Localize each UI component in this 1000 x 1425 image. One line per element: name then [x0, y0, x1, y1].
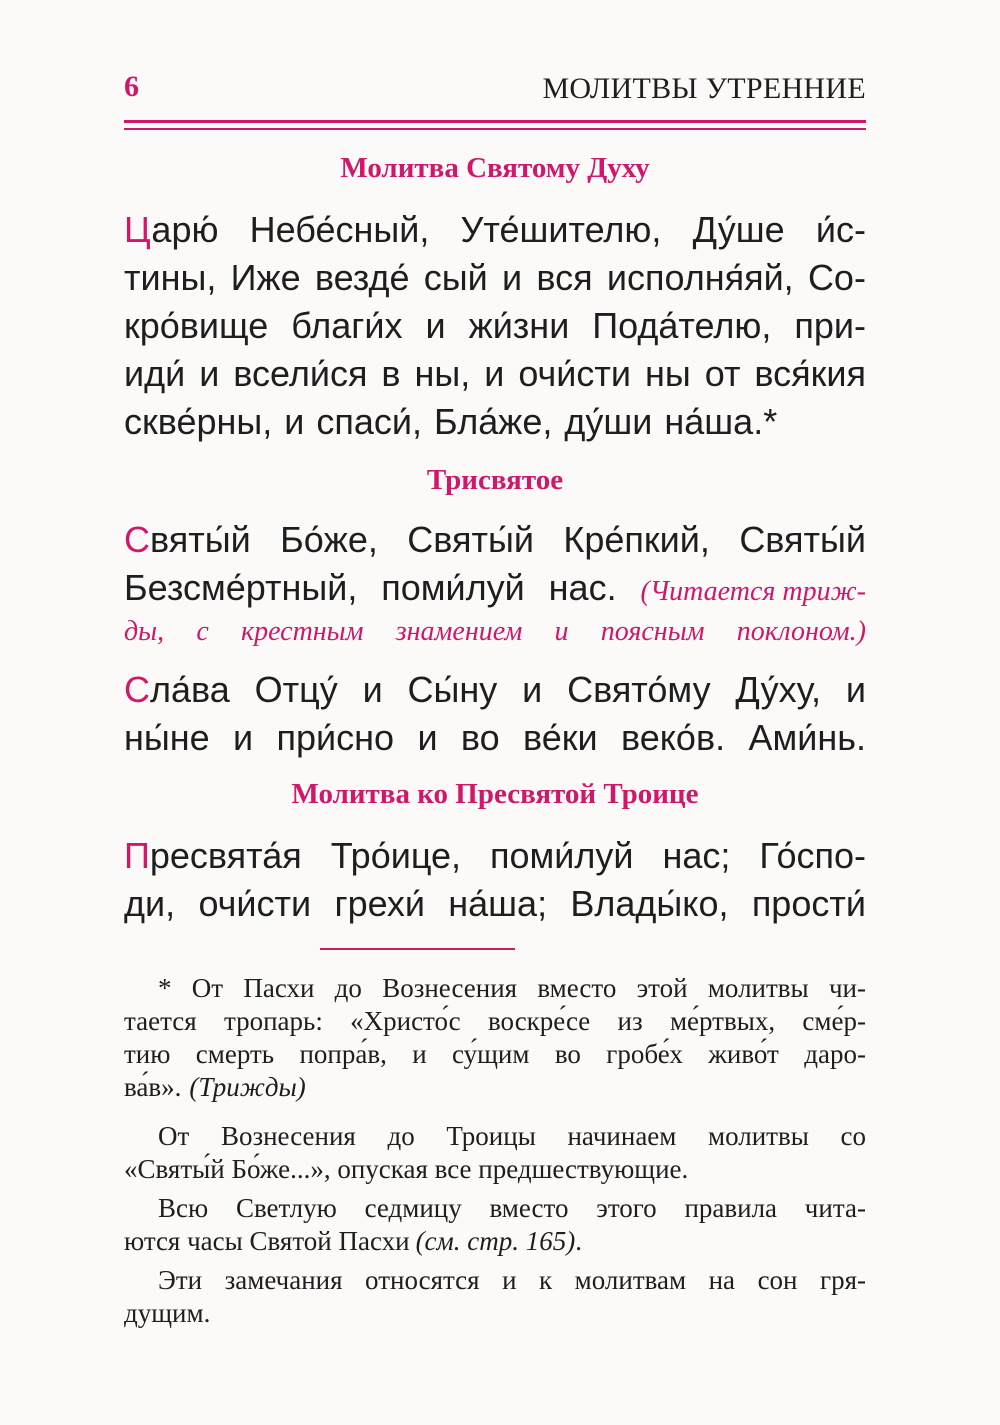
word: «Христо́с [350, 1006, 461, 1036]
word: и [484, 353, 505, 394]
prayer-line [124, 666, 866, 714]
word: и [417, 717, 438, 758]
word: при́сно [276, 717, 395, 758]
word: сон [757, 1265, 798, 1295]
word: прости́ [751, 883, 866, 924]
word: Ду́ху, [735, 669, 821, 710]
word: поми́луй [490, 835, 634, 876]
word: гря- [820, 1265, 866, 1295]
word: Святы́й [407, 519, 534, 560]
word: Бла́же, [434, 401, 553, 442]
word: и́с- [815, 209, 866, 250]
word: молитвы [708, 1121, 809, 1151]
word: дущим. [124, 1298, 211, 1328]
word: Вознесения [382, 973, 518, 1003]
word: относятся [365, 1265, 480, 1295]
word: поклоном.) [736, 616, 866, 647]
word: ве́ки [523, 717, 598, 758]
word: поясным [600, 616, 705, 647]
drop-initial: С [124, 669, 150, 710]
word: ва́в». [124, 1072, 182, 1102]
prayer-line [124, 516, 866, 564]
prayer-holy-trinity [124, 832, 866, 928]
footnote-rule [320, 948, 515, 950]
note-line [124, 1005, 866, 1038]
word: тается [124, 1006, 197, 1036]
note-line [124, 1192, 866, 1225]
word: тропарь: [223, 1006, 323, 1036]
word: спаси́, [316, 401, 423, 442]
word: ются часы Святой Пасхи [124, 1226, 410, 1256]
word: и [233, 717, 254, 758]
italic-remark: (Трижды) [189, 1072, 306, 1102]
word: * [158, 973, 172, 1003]
page-number: 6 [124, 70, 139, 103]
word: Иже [230, 257, 301, 298]
word: на́ша.* [664, 401, 778, 442]
word: до [387, 1121, 415, 1151]
word: во [554, 1039, 581, 1069]
word: арю́ [151, 209, 219, 250]
note-line [124, 1225, 866, 1258]
word: чи- [828, 973, 866, 1003]
word: до [334, 973, 362, 1003]
word: Эти [158, 1265, 203, 1295]
word: Влады́ко, [570, 883, 729, 924]
word: молитвы [707, 973, 809, 1003]
word: ны́не [124, 717, 210, 758]
word: даро- [804, 1039, 866, 1069]
word: Бо́же, [280, 519, 378, 560]
word: крестным [240, 616, 364, 647]
rubric-instruction: (Читается триж- [640, 576, 866, 607]
word: Вознесения [220, 1121, 356, 1151]
note-bright-week [124, 1192, 866, 1258]
word: Свято́му [567, 669, 711, 710]
note-line [124, 1153, 866, 1186]
word: Уте́шителю, [460, 209, 662, 250]
word: Небе́сный, [249, 209, 430, 250]
word: и [554, 616, 569, 647]
word: исполня́яй, [606, 257, 794, 298]
word: Сы́ну [407, 669, 498, 710]
word: во [460, 717, 500, 758]
drop-initial: П [124, 835, 150, 876]
word: кро́вище [124, 305, 269, 346]
word: везде́ [314, 257, 410, 298]
note-line [124, 1264, 866, 1297]
word: веко́в. [621, 717, 726, 758]
prayer-line [124, 254, 866, 302]
header-rule-thick [124, 120, 866, 123]
word: смерть [195, 1039, 275, 1069]
word: знамением [395, 616, 523, 647]
rubric-line [124, 612, 866, 652]
word: «Святы́й Бо́же...», опуская все предшествующие. [124, 1154, 689, 1184]
word: и [284, 401, 305, 442]
word: и [502, 257, 523, 298]
word: вместо [489, 1193, 569, 1223]
prayer-glory [124, 666, 866, 762]
word: вяты́й [150, 519, 251, 560]
prayer-line [124, 398, 866, 446]
note-line [124, 1071, 866, 1104]
word: гробе́х [606, 1039, 683, 1069]
word: и [199, 353, 220, 394]
word: на [708, 1265, 736, 1295]
word: при- [794, 305, 866, 346]
prayer-line [124, 832, 866, 880]
note-line [124, 1038, 866, 1071]
word: грехи́ [334, 883, 425, 924]
footnote-paschal [124, 972, 866, 1104]
prayer-trisagion [124, 516, 866, 652]
prayer-line [124, 714, 866, 762]
word: этого [596, 1193, 657, 1223]
word: Светлую [235, 1193, 337, 1223]
word: От [158, 1121, 190, 1151]
word: ла́ва [150, 669, 230, 710]
word: Отцу́ [254, 669, 338, 710]
word: Го́спо- [759, 835, 866, 876]
running-title: МОЛИТВЫ УТРЕННИЕ [542, 72, 866, 105]
word: Святы́й [739, 519, 866, 560]
prayer-line [124, 350, 866, 398]
word: поми́луй [381, 567, 525, 608]
word: из [617, 1006, 643, 1036]
note-ascension [124, 1120, 866, 1186]
prayer-line [124, 206, 866, 254]
word: от [704, 353, 741, 394]
prayer-line [124, 564, 866, 612]
word: чита- [804, 1193, 866, 1223]
word: тию [124, 1039, 171, 1069]
note-line [124, 972, 866, 1005]
word: вся́кия [754, 353, 866, 394]
word: очи́сти [198, 883, 312, 924]
word: сый [423, 257, 488, 298]
word: на́ша; [448, 883, 548, 924]
word: молитвам [574, 1265, 687, 1295]
word: сме́р- [802, 1006, 866, 1036]
section-title-holy-trinity: Молитва ко Пресвятой Троице [291, 778, 699, 810]
word: в [381, 353, 401, 394]
word: правила [684, 1193, 778, 1223]
word: и [522, 669, 543, 710]
word: Троицы [446, 1121, 536, 1151]
word: Безсме́ртный, [124, 567, 358, 608]
word: благи́х [291, 305, 403, 346]
word: со [840, 1121, 866, 1151]
page-header [124, 68, 866, 112]
word: Всю [158, 1193, 209, 1223]
word: скве́рны, [124, 401, 273, 442]
word: всели́ся [233, 353, 368, 394]
word: Ами́нь. [748, 717, 866, 758]
word: ду́ши [564, 401, 653, 442]
word: ме́ртвых, [669, 1006, 776, 1036]
word: Со- [807, 257, 866, 298]
word: Тро́ице, [330, 835, 462, 876]
section-title-trisagion: Трисвятое [426, 464, 564, 496]
word: ди, [124, 883, 176, 924]
word: Ду́ше [692, 209, 785, 250]
drop-initial: С [124, 519, 150, 560]
word: и [412, 1039, 427, 1069]
word: живо́т [708, 1039, 779, 1069]
word: су́щим [452, 1039, 530, 1069]
prayer-line [124, 302, 866, 350]
word: и [502, 1265, 517, 1295]
note-line [124, 1297, 866, 1330]
prayer-holy-spirit [124, 206, 866, 446]
word: ны [644, 353, 691, 394]
word: вся [536, 257, 593, 298]
header-rule-thin [124, 128, 866, 130]
page-reference: (см. стр. 165) [415, 1226, 576, 1256]
word: От [191, 973, 224, 1003]
word: Пасхи [243, 973, 315, 1003]
punctuation: . [575, 1226, 582, 1256]
word: нас. [548, 567, 617, 608]
word: попра́в, [299, 1039, 387, 1069]
drop-initial: Ц [124, 209, 152, 250]
word: и [362, 669, 383, 710]
word: этой [636, 973, 688, 1003]
section-title-holy-spirit: Молитва Святому Духу [340, 152, 650, 184]
note-evening-prayers [124, 1264, 866, 1330]
word: и [845, 669, 866, 710]
word: тины, [124, 257, 217, 298]
prayer-line [124, 880, 866, 928]
word: с [196, 616, 209, 647]
word: начинаем [567, 1121, 677, 1151]
word: ресвята́я [149, 835, 302, 876]
word: Кре́пкий, [563, 519, 710, 560]
word: замечания [224, 1265, 343, 1295]
word: жи́зни [468, 305, 570, 346]
word: иди́ [124, 353, 186, 394]
word: нас; [662, 835, 731, 876]
word: к [539, 1265, 553, 1295]
word: седмицу [364, 1193, 462, 1223]
word: и [425, 305, 446, 346]
word: ны, [414, 353, 471, 394]
word: очи́сти [518, 353, 632, 394]
word: ды, [124, 616, 165, 647]
word: воскре́се [487, 1006, 591, 1036]
word: Пода́телю, [592, 305, 772, 346]
word: вместо [537, 973, 617, 1003]
note-line [124, 1120, 866, 1153]
